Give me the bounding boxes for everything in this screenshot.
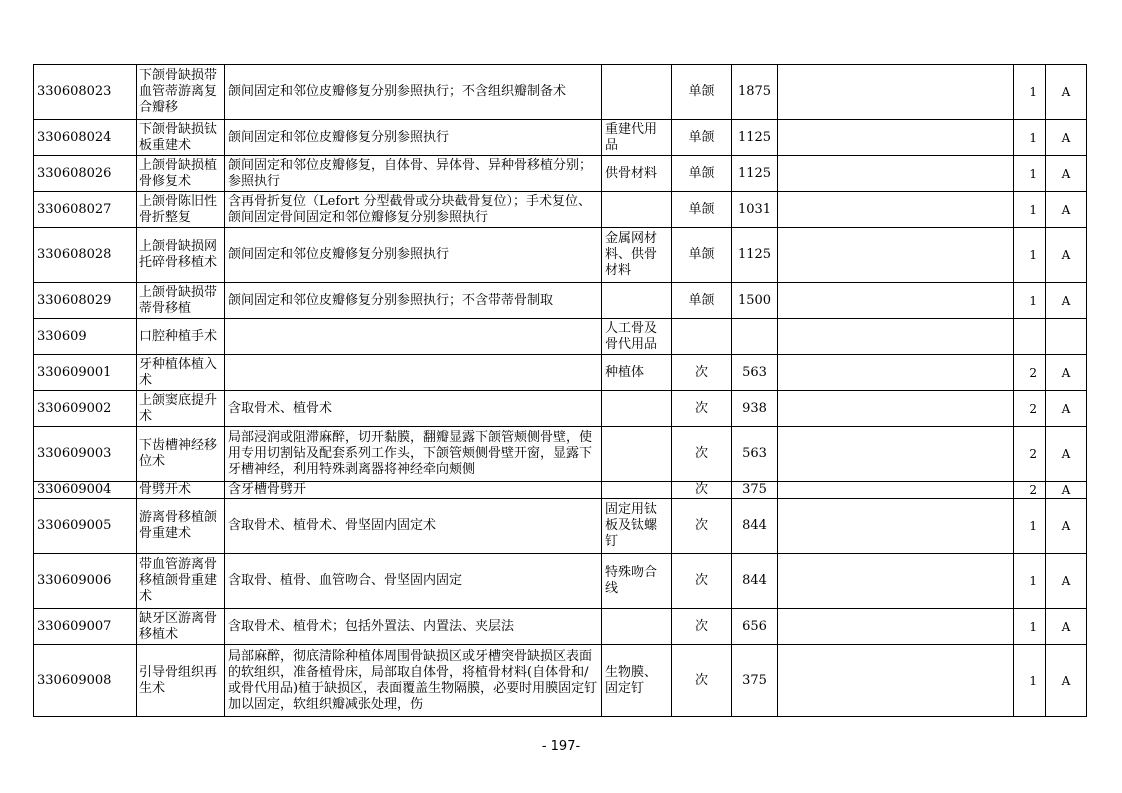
level-cell: A [1046, 499, 1087, 554]
ratio-cell: 1 [1014, 609, 1046, 645]
item-code-cell: 330609008 [34, 645, 137, 717]
ratio-cell: 2 [1014, 355, 1046, 391]
ratio-cell: 1 [1014, 192, 1046, 228]
price-cell: 1875 [732, 65, 778, 120]
item-code-cell: 330609006 [34, 554, 137, 609]
item-code-cell: 330608024 [34, 120, 137, 156]
table-row [34, 192, 1087, 228]
item-name-cell: 上颌骨缺损网托碎骨移植术 [137, 228, 225, 283]
level-cell: A [1046, 482, 1087, 499]
item-code-cell: 330608027 [34, 192, 137, 228]
item-code-cell: 330609 [34, 319, 137, 355]
item-content-cell: 局部麻醉，彻底清除种植体周围骨缺损区或牙槽突骨缺损区表面的软组织，准备植骨床，局部取自体骨，将植骨材料(自体骨和/或骨代用品)植于缺损区，表面覆盖生物隔膜，必要时用膜固定钉加以固定，软组织瓣减张处理，伤 [225, 645, 602, 717]
level-cell [1046, 319, 1087, 355]
price-cell: 563 [732, 355, 778, 391]
notes-cell [778, 120, 1014, 156]
table-row [34, 554, 1087, 609]
pricing-unit-cell: 次 [672, 645, 732, 717]
item-name-cell: 上颌骨缺损植骨修复术 [137, 156, 225, 192]
price-cell: 563 [732, 427, 778, 482]
excluded-content-cell: 供骨材料 [602, 156, 672, 192]
pricing-unit-cell: 次 [672, 427, 732, 482]
pricing-unit-cell: 单颌 [672, 120, 732, 156]
notes-cell [778, 427, 1014, 482]
item-name-cell: 牙种植体植入术 [137, 355, 225, 391]
ratio-cell: 1 [1014, 645, 1046, 717]
table-row [34, 283, 1087, 319]
excluded-content-cell: 种植体 [602, 355, 672, 391]
excluded-content-cell: 重建代用品 [602, 120, 672, 156]
item-content-cell: 颌间固定和邻位皮瓣修复分别参照执行 [225, 228, 602, 283]
price-cell: 1500 [732, 283, 778, 319]
pricing-unit-cell: 次 [672, 482, 732, 499]
excluded-content-cell [602, 609, 672, 645]
table-row [34, 427, 1087, 482]
price-cell: 938 [732, 391, 778, 427]
price-cell: 375 [732, 645, 778, 717]
excluded-content-cell [602, 65, 672, 120]
ratio-cell: 1 [1014, 120, 1046, 156]
level-cell: A [1046, 228, 1087, 283]
notes-cell [778, 609, 1014, 645]
price-cell: 1125 [732, 156, 778, 192]
table-row [34, 65, 1087, 120]
ratio-cell: 1 [1014, 554, 1046, 609]
excluded-content-cell: 生物膜、固定钉 [602, 645, 672, 717]
item-content-cell [225, 319, 602, 355]
item-content-cell [225, 355, 602, 391]
item-code-cell: 330608029 [34, 283, 137, 319]
item-content-cell: 颌间固定和邻位皮瓣修复，自体骨、异体骨、异种骨移植分别；参照执行 [225, 156, 602, 192]
item-content-cell: 含取骨、植骨、血管吻合、骨坚固内固定 [225, 554, 602, 609]
item-code-cell: 330608023 [34, 65, 137, 120]
item-content-cell: 局部浸润或阻滞麻醉，切开黏膜，翻瓣显露下颌管颊侧骨壁，使用专用切割钻及配套系列工作头，下颌管颊侧骨壁开窗，显露下牙槽神经，利用特殊剥离器将神经牵向颊侧 [225, 427, 602, 482]
notes-cell [778, 482, 1014, 499]
item-name-cell: 上颌窦底提升术 [137, 391, 225, 427]
item-name-cell: 游离骨移植颌骨重建术 [137, 499, 225, 554]
item-code-cell: 330609001 [34, 355, 137, 391]
notes-cell [778, 156, 1014, 192]
price-cell [732, 319, 778, 355]
level-cell: A [1046, 427, 1087, 482]
table-row [34, 228, 1087, 283]
level-cell: A [1046, 391, 1087, 427]
table-row [34, 609, 1087, 645]
item-content-cell: 含取骨术、植骨术；包括外置法、内置法、夹层法 [225, 609, 602, 645]
excluded-content-cell: 特殊吻合线 [602, 554, 672, 609]
table-row [34, 482, 1087, 499]
item-name-cell: 下颌骨缺损带血管蒂游离复合瓣移 [137, 65, 225, 120]
notes-cell [778, 65, 1014, 120]
level-cell: A [1046, 65, 1087, 120]
price-table [33, 64, 1087, 717]
item-content-cell: 颌间固定和邻位皮瓣修复分别参照执行 [225, 120, 602, 156]
level-cell: A [1046, 554, 1087, 609]
level-cell: A [1046, 645, 1087, 717]
item-name-cell: 上颌骨陈旧性骨折整复 [137, 192, 225, 228]
excluded-content-cell: 固定用钛板及钛螺钉 [602, 499, 672, 554]
pricing-unit-cell [672, 319, 732, 355]
notes-cell [778, 228, 1014, 283]
item-content-cell: 颌间固定和邻位皮瓣修复分别参照执行；不含带蒂骨制取 [225, 283, 602, 319]
excluded-content-cell [602, 283, 672, 319]
notes-cell [778, 554, 1014, 609]
notes-cell [778, 283, 1014, 319]
pricing-unit-cell: 次 [672, 391, 732, 427]
ratio-cell: 1 [1014, 499, 1046, 554]
excluded-content-cell [602, 391, 672, 427]
item-code-cell: 330609007 [34, 609, 137, 645]
notes-cell [778, 355, 1014, 391]
ratio-cell: 1 [1014, 228, 1046, 283]
item-code-cell: 330608028 [34, 228, 137, 283]
item-code-cell: 330608026 [34, 156, 137, 192]
excluded-content-cell: 金属网材料、供骨材料 [602, 228, 672, 283]
pricing-unit-cell: 单颌 [672, 65, 732, 120]
pricing-unit-cell: 单颌 [672, 283, 732, 319]
item-name-cell: 骨劈开术 [137, 482, 225, 499]
item-name-cell: 带血管游离骨移植颌骨重建术 [137, 554, 225, 609]
level-cell: A [1046, 355, 1087, 391]
price-cell: 375 [732, 482, 778, 499]
item-name-cell: 下齿槽神经移位术 [137, 427, 225, 482]
level-cell: A [1046, 283, 1087, 319]
pricing-unit-cell: 单颌 [672, 228, 732, 283]
pricing-unit-cell: 单颌 [672, 156, 732, 192]
pricing-unit-cell: 次 [672, 355, 732, 391]
item-content-cell: 含再骨折复位（Lefort 分型截骨或分块截骨复位）；手术复位、颌间固定骨间固定和邻位瓣修复分别参照执行 [225, 192, 602, 228]
table-row [34, 499, 1087, 554]
item-content-cell: 颌间固定和邻位皮瓣修复分别参照执行；不含组织瓣制备术 [225, 65, 602, 120]
price-cell: 844 [732, 499, 778, 554]
level-cell: A [1046, 120, 1087, 156]
ratio-cell: 1 [1014, 156, 1046, 192]
page-number: - 197- [541, 739, 581, 754]
level-cell: A [1046, 156, 1087, 192]
item-name-cell: 口腔种植手术 [137, 319, 225, 355]
table-row [34, 391, 1087, 427]
pricing-unit-cell: 单颌 [672, 192, 732, 228]
ratio-cell: 1 [1014, 65, 1046, 120]
item-code-cell: 330609004 [34, 482, 137, 499]
notes-cell [778, 391, 1014, 427]
table-row [34, 319, 1087, 355]
item-code-cell: 330609002 [34, 391, 137, 427]
notes-cell [778, 319, 1014, 355]
price-cell: 656 [732, 609, 778, 645]
level-cell: A [1046, 192, 1087, 228]
table-row [34, 355, 1087, 391]
ratio-cell [1014, 319, 1046, 355]
excluded-content-cell [602, 482, 672, 499]
price-cell: 1125 [732, 228, 778, 283]
item-name-cell: 下颌骨缺损钛板重建术 [137, 120, 225, 156]
notes-cell [778, 192, 1014, 228]
ratio-cell: 1 [1014, 283, 1046, 319]
table-row [34, 645, 1087, 717]
excluded-content-cell [602, 192, 672, 228]
item-content-cell: 含取骨术、植骨术 [225, 391, 602, 427]
notes-cell [778, 645, 1014, 717]
excluded-content-cell [602, 427, 672, 482]
item-name-cell: 引导骨组织再生术 [137, 645, 225, 717]
pricing-unit-cell: 次 [672, 499, 732, 554]
item-content-cell: 含牙槽骨劈开 [225, 482, 602, 499]
table-row [34, 156, 1087, 192]
pricing-unit-cell: 次 [672, 554, 732, 609]
level-cell: A [1046, 609, 1087, 645]
item-code-cell: 330609003 [34, 427, 137, 482]
price-cell: 844 [732, 554, 778, 609]
ratio-cell: 2 [1014, 427, 1046, 482]
excluded-content-cell: 人工骨及骨代用品 [602, 319, 672, 355]
notes-cell [778, 499, 1014, 554]
item-content-cell: 含取骨术、植骨术、骨坚固内固定术 [225, 499, 602, 554]
item-name-cell: 缺牙区游离骨移植术 [137, 609, 225, 645]
price-cell: 1031 [732, 192, 778, 228]
ratio-cell: 2 [1014, 482, 1046, 499]
item-name-cell: 上颌骨缺损带蒂骨移植 [137, 283, 225, 319]
table-row [34, 120, 1087, 156]
item-code-cell: 330609005 [34, 499, 137, 554]
ratio-cell: 2 [1014, 391, 1046, 427]
pricing-unit-cell: 次 [672, 609, 732, 645]
price-cell: 1125 [732, 120, 778, 156]
